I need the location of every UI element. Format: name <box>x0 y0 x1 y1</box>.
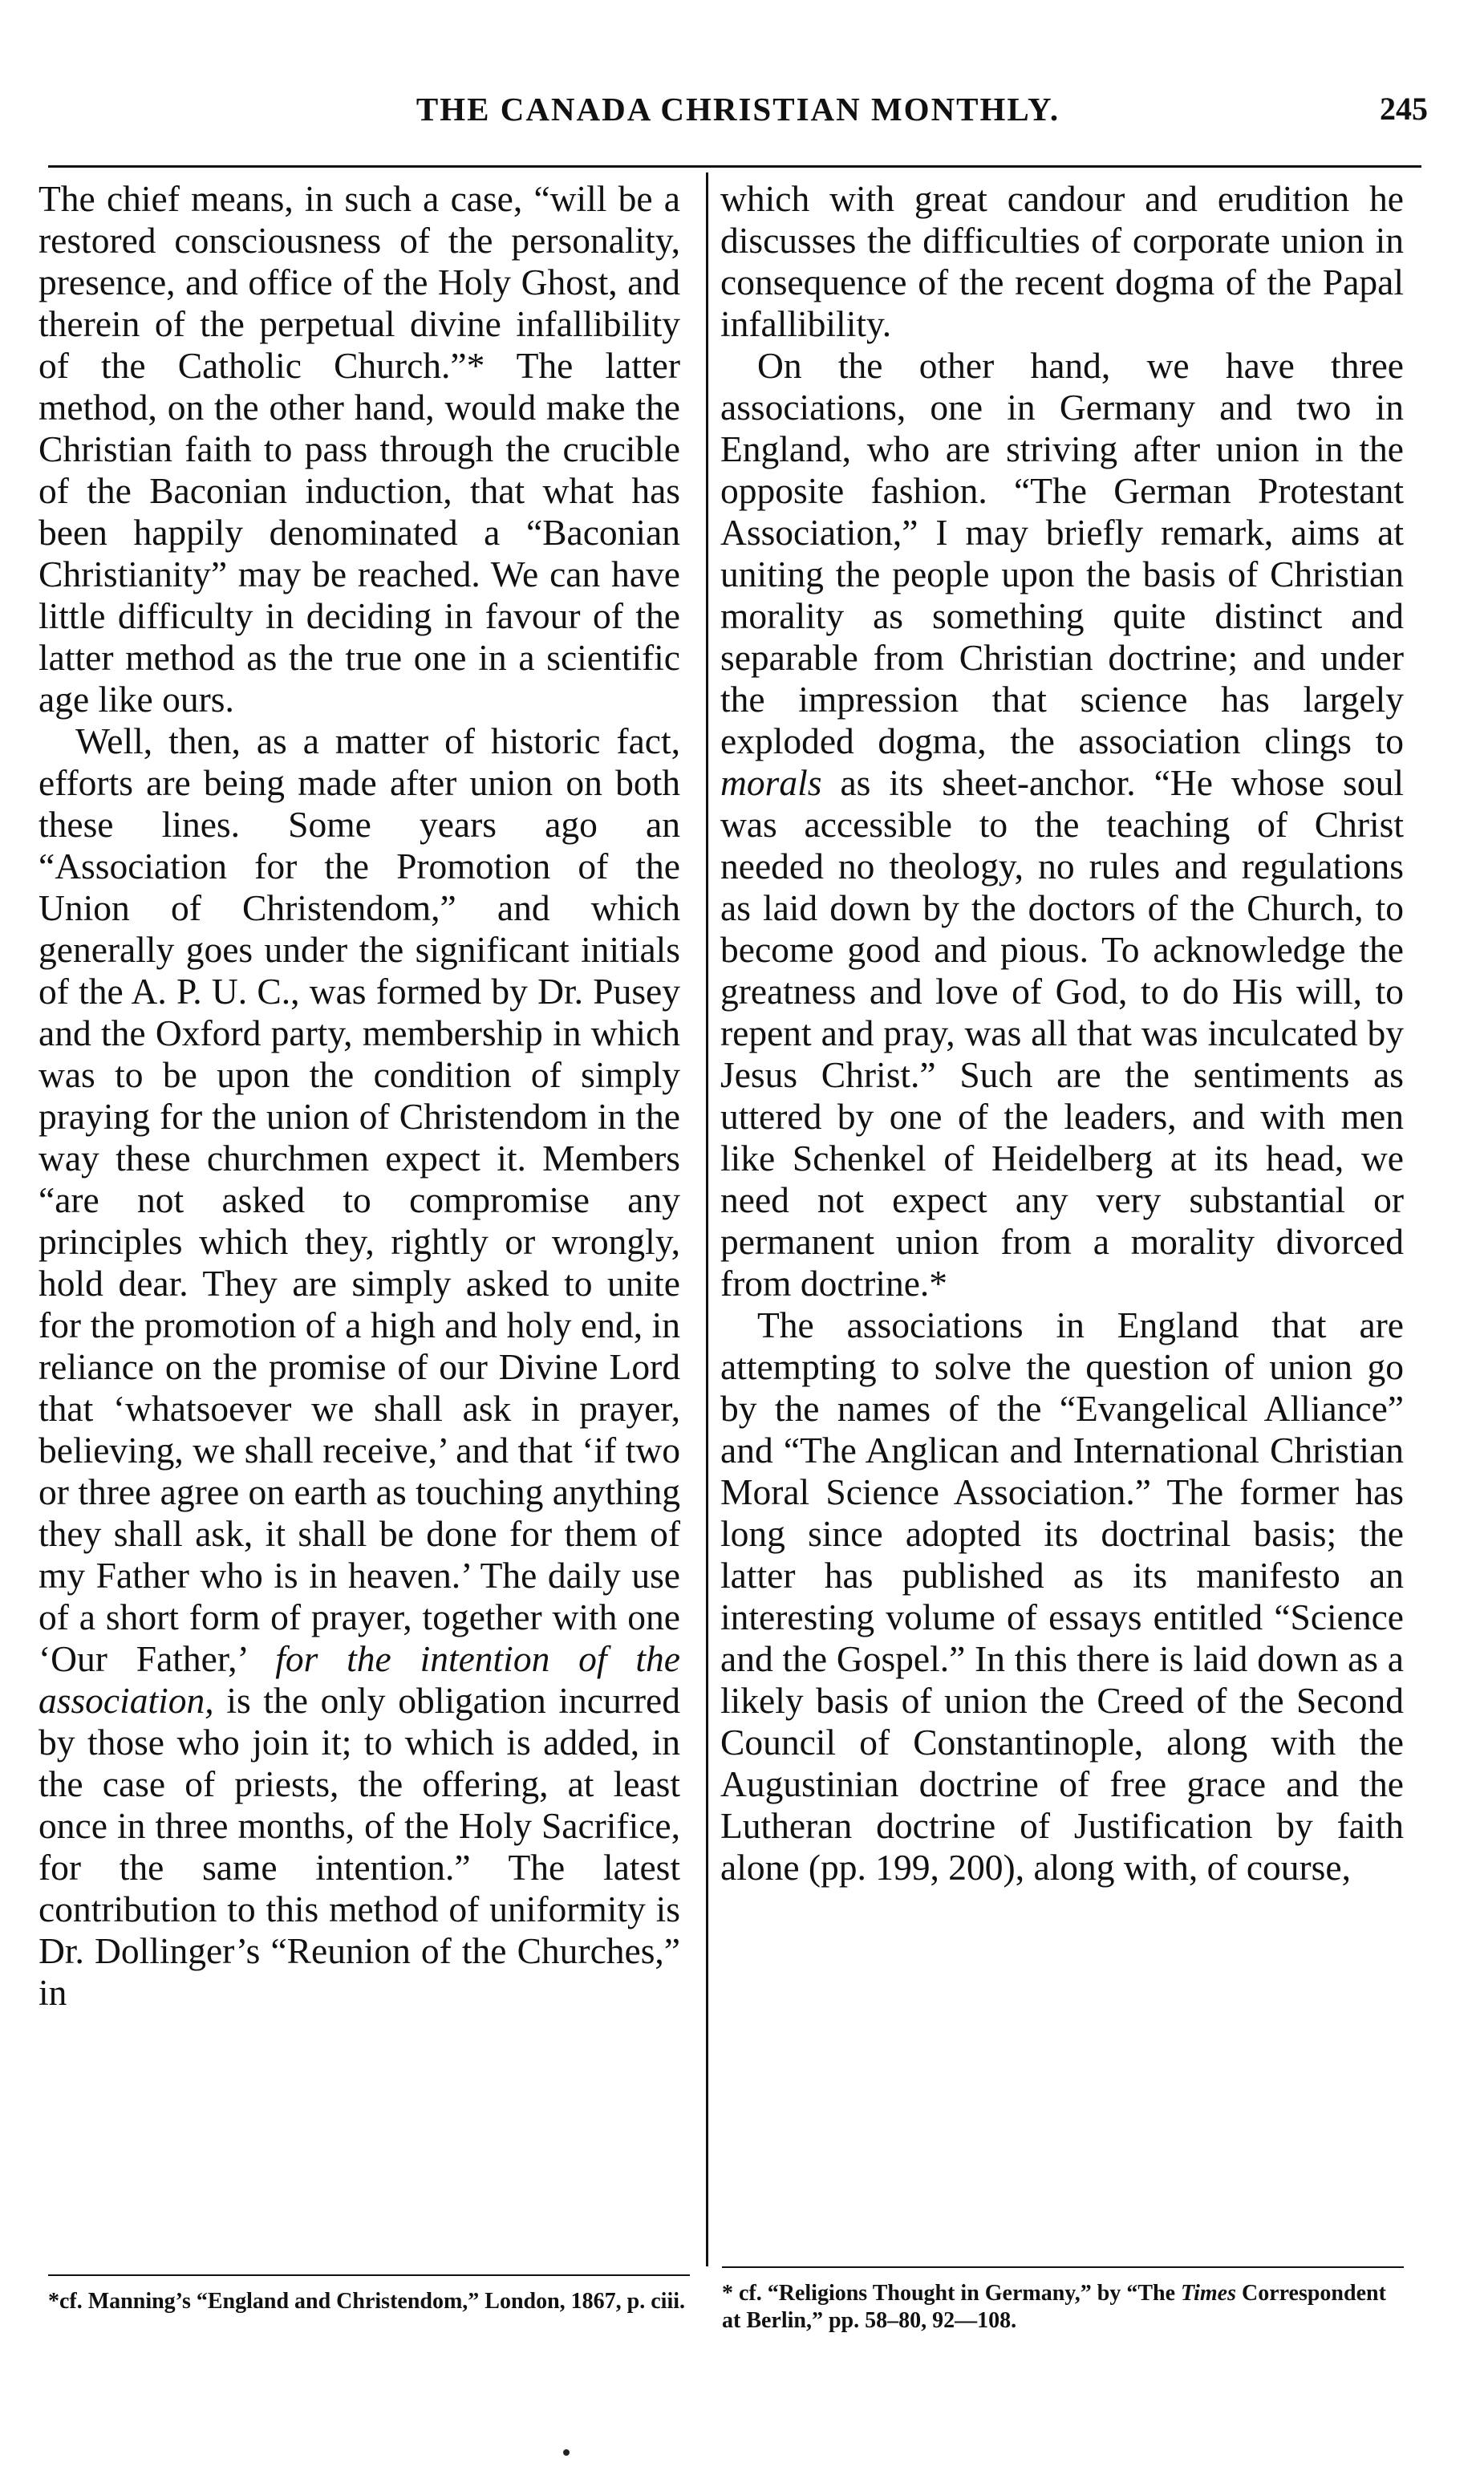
right-paragraph-1: which with great candour and erudition he discusses the difficulties of corporate union in consequence of the recent dogma of the Papal infallibility. <box>720 178 1404 344</box>
left-footnote-rule <box>48 2274 690 2276</box>
right-paragraph-3: The associations in England that are attempting to solve the question of union go by the names of the “Evangelical Alliance” and “The Anglican and International Christian Moral Science Association.” The former has long since adopted its doctrinal basis; the latter has published as its manifesto an interesting volume of essays entitled “Science and the Gospel.” In this there is laid down as a likely basis of union the Creed of the Second Council of Constantinople, along with the Augustinian doctrine of free grace and the Lutheran doctrine of Justification by faith alone (pp. 199, 200), along with, of course, <box>720 1304 1404 1888</box>
footnote-italic-word: Times <box>1181 2281 1236 2306</box>
right-column <box>720 178 1404 1889</box>
running-title: THE CANADA CHRISTIAN MONTHLY. <box>416 91 1060 128</box>
right-footnote-rule <box>722 2266 1404 2268</box>
page-dot <box>563 2449 570 2456</box>
header-rule <box>48 165 1421 168</box>
left-paragraph-2: Well, then, as a matter of historic fact, efforts are being made after union on both these lines. Some years ago an “Association for the Promotion of the Union of Christendom,” and which generally goes under the significant initials of the A. P. U. C., was formed by Dr. Pusey and the Oxford party, membership in which was to be upon the condition of simply praying for the union of Christendom in the way these churchmen expect it. Members “are not asked to compromise any principles which they, rightly or wrongly, hold dear. They are simply asked to unite for the promotion of a high and holy end, in reliance on the promise of our Divine Lord that ‘whatsoever we shall ask in prayer, believing, we shall receive,’ and that ‘if two or three agree on earth as touching anything they shall ask, it shall be done for them of my Father who is in heaven.’ The daily use of a short form of prayer, together with one ‘Our Father,’ for the intention of the association, is the only obligation incurred by those who join it; to which is added, in the case of priests, the offering, at least once in three months, of the Holy Sacrifice, for the same intention.” The latest contribution to this method of uniformity is Dr. Dollinger’s “Reunion of the Churches,” in <box>39 720 681 2013</box>
left-italic-phrase: for the intention of the association, <box>39 1638 680 1721</box>
page-number: 245 <box>1380 91 1428 127</box>
left-column <box>39 178 680 2014</box>
left-paragraph-1: The chief means, in such a case, “will be a restored consciousness of the personality, presence, and office of the Holy Ghost, and therein of the perpetual divine infallibility of the Catholic Church.”* The latter method, on the other hand, would make the Christian faith to pass through the crucible of the Baconian induction, that what has been happily denominated a “Baconian Christianity” may be reached. We can have little difficulty in deciding in favour of the latter method as the true one in a scientific age like ours. <box>39 178 680 720</box>
column-divider <box>706 172 708 2266</box>
right-footnote: * cf. “Religions Thought in Germany,” by “The Times Correspondent at Berlin,” pp. 58–80, 92—108. <box>722 2281 1386 2333</box>
right-italic-word: morals <box>720 762 822 803</box>
right-paragraph-2: On the other hand, we have three associations, one in Germany and two in England, who are striving after union in the opposite fashion. “The German Protestant Association,” I may briefly remark, aims at uniting the people upon the basis of Christian morality as something quite distinct and separable from Christian doctrine; and under the impression that science has largely exploded dogma, the association clings to morals as its sheet-anchor. “He whose soul was accessible to the teaching of Christ needed no theology, no rules and regulations as laid down by the doctors of the Church, to become good and pious. To acknowledge the greatness and love of God, to do His will, to repent and pray, was all that was inculcated by Jesus Christ.” Such are the sentiments as uttered by one of the leaders, and with men like Schenkel of Heidelberg at its head, we need not expect any very substantial or permanent union from a morality divorced from doctrine.* <box>720 345 1405 1304</box>
left-footnote: *cf. Manning’s “England and Christendom,” London, 1867, p. ciii. <box>48 2289 686 2314</box>
page-header <box>48 90 1428 138</box>
